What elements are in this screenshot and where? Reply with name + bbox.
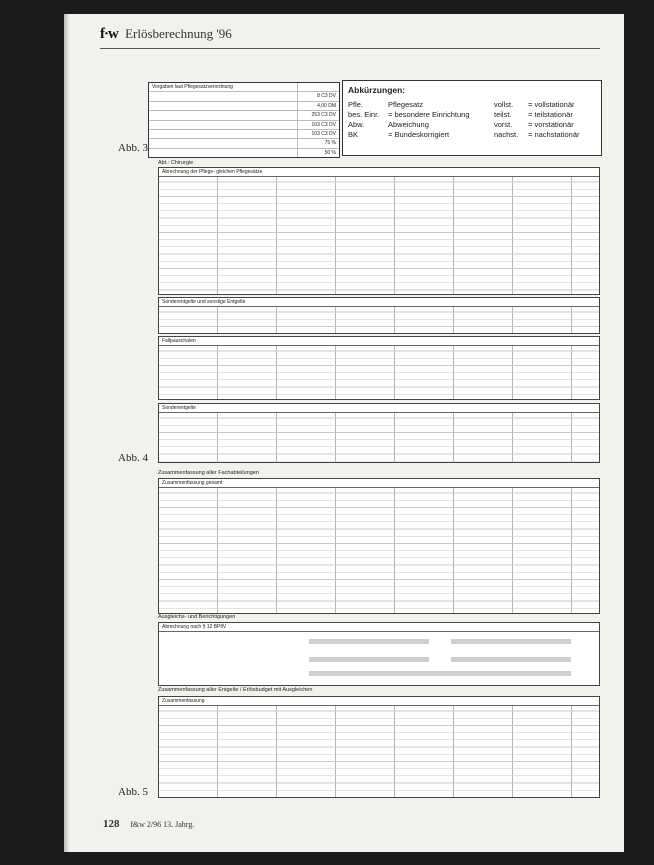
data-table	[158, 297, 600, 334]
figure-label: Abb. 3	[118, 142, 148, 154]
section-heading: Ausgleichs- und Berichtigungen	[158, 614, 236, 620]
section-heading: Zusammenfassung aller Fachabteilungen	[158, 470, 259, 476]
journal-logo: f·w	[100, 26, 118, 42]
shaded-cell	[451, 639, 571, 644]
legal-row: 50 %	[149, 149, 339, 157]
legal-row: 8 C3 DV	[149, 92, 339, 101]
page-footer	[103, 818, 194, 830]
adjustment-box	[158, 622, 600, 686]
page-number: 128	[103, 818, 120, 830]
abbreviations-title: Abkürzungen:	[348, 85, 406, 95]
data-table	[158, 403, 600, 463]
data-table	[158, 167, 600, 295]
data-table	[158, 478, 600, 614]
shaded-cell	[309, 671, 571, 676]
table-header: Abrechnung der Pflege- gleichen Pflegesätze	[159, 168, 599, 177]
page-spine	[64, 14, 69, 852]
page-header	[100, 26, 232, 43]
table-header: Sonderentgelte und sonstige Entgelte	[159, 298, 599, 307]
table-header: Sonderentgelte	[159, 404, 599, 413]
data-table	[158, 696, 600, 798]
data-table	[158, 336, 600, 400]
abbreviation-row: BK = Bundeskorrigiert nachst. = nachstationär	[348, 130, 580, 139]
legal-row: 75 %	[149, 139, 339, 148]
abbreviation-row: bes. Einr. = besondere Einrichtung teilst. = teilstationär	[348, 110, 573, 119]
page-title: Erlösberechnung '96	[125, 26, 232, 41]
table-header: Zusammenfassung	[159, 697, 599, 706]
legal-row: 4,00 DM	[149, 102, 339, 111]
legal-row: 103 C3 DV	[149, 130, 339, 139]
table-header: Fallpauschalen	[159, 337, 599, 346]
section-heading: Abt.: Chirurgie	[158, 160, 194, 166]
abbreviation-row: Pfle. Pflegesatz vollst. = vollstationär	[348, 100, 575, 109]
shaded-cell	[451, 657, 571, 662]
legal-row: 103 C3 DV	[149, 121, 339, 130]
shaded-cell	[309, 639, 429, 644]
table-header: Zusammenfassung gesamt	[159, 479, 599, 488]
abbreviation-row: Abw. Abweichung vorst. = vorstationär	[348, 120, 574, 129]
section-heading: Zusammenfassung aller Entgelte / Erlösbudget mit Ausgleichen	[158, 687, 313, 693]
legal-requirements-box	[148, 82, 340, 158]
shaded-cell	[309, 657, 429, 662]
table-header: Abrechnung nach § 12 BPflV	[159, 623, 599, 632]
legal-row: 253 C3 DV	[149, 111, 339, 120]
journal-issue: f&w 2/96 13. Jahrg.	[130, 820, 195, 829]
figure-label: Abb. 4	[118, 452, 148, 464]
legal-row: Vorgaben laut Pflegesatzverordnung	[149, 83, 339, 92]
figure-label: Abb. 5	[118, 786, 148, 798]
abbreviations-box	[342, 80, 602, 156]
header-rule	[100, 48, 600, 49]
